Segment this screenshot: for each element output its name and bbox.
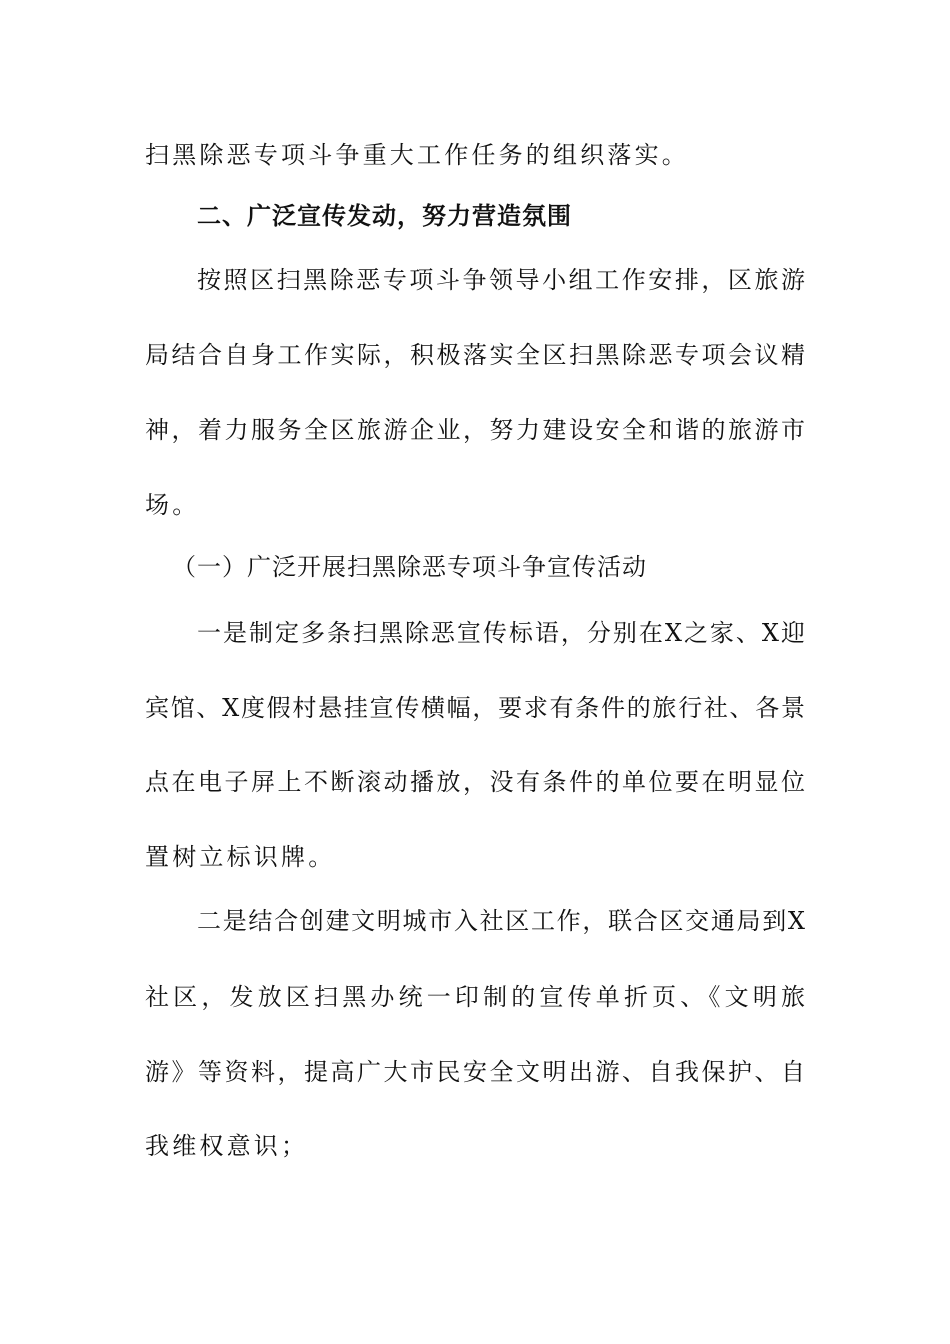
paragraph-line: 置树立标识牌。 <box>145 843 336 871</box>
paragraph-line: 点在电子屏上不断滚动播放，没有条件的单位要在明显位 <box>145 768 805 796</box>
paragraph-line: 社区，发放区扫黑办统一印制的宣传单折页、《文明旅 <box>145 983 805 1011</box>
section-heading: 二、广泛宣传发动，努力营造氛围 <box>197 202 572 230</box>
paragraph-line: 神，着力服务全区旅游企业，努力建设安全和谐的旅游市 <box>145 416 805 444</box>
paragraph-line: 扫黑除恶专项斗争重大工作任务的组织落实。 <box>145 141 689 169</box>
paragraph-line: 场。 <box>145 491 200 519</box>
paragraph-line: 游》等资料，提高广大市民安全文明出游、自我保护、自 <box>145 1058 805 1086</box>
paragraph-line: 二是结合创建文明城市入社区工作，联合区交通局到X <box>197 907 805 935</box>
paragraph-line: 局结合自身工作实际，积极落实全区扫黑除恶专项会议精 <box>145 341 805 369</box>
paragraph-line: 我维权意识； <box>145 1132 309 1160</box>
paragraph-line: 按照区扫黑除恶专项斗争领导小组工作安排，区旅游 <box>197 266 805 294</box>
subsection-heading: （一）广泛开展扫黑除恶专项斗争宣传活动 <box>172 553 647 581</box>
paragraph-line: 宾馆、X度假村悬挂宣传横幅，要求有条件的旅行社、各景 <box>145 694 805 722</box>
paragraph-line: 一是制定多条扫黑除恶宣传标语，分别在X之家、X迎 <box>197 619 805 647</box>
